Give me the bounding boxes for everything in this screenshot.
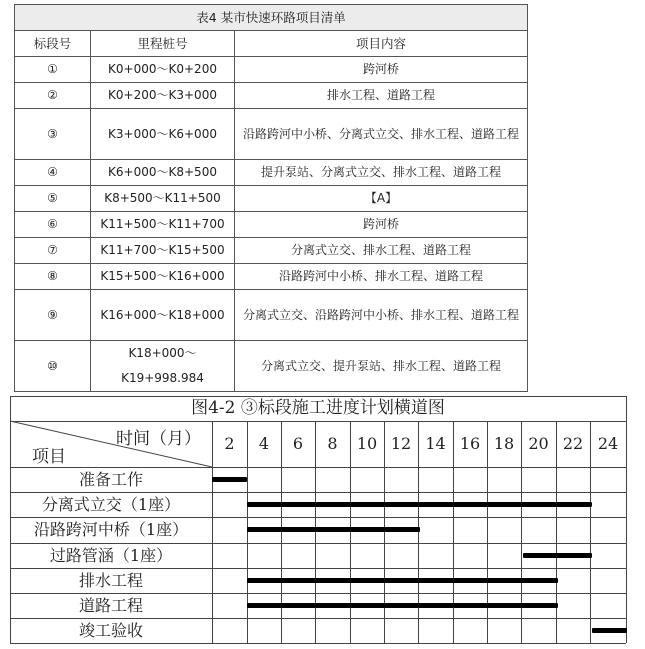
content: 跨河桥 bbox=[235, 212, 528, 238]
month-label: 8 bbox=[327, 434, 338, 453]
task-label: 分离式立交（1座） bbox=[41, 495, 181, 514]
section-no: ⑤ bbox=[15, 186, 91, 212]
gantt-title: 图4-2 ③标段施工进度计划横道图 bbox=[191, 398, 445, 418]
month-label: 16 bbox=[459, 434, 481, 453]
task-label: 过路管涵（1座） bbox=[49, 546, 173, 565]
month-label: 24 bbox=[597, 434, 619, 453]
month-label: 22 bbox=[562, 434, 584, 453]
header-time-label: 时间（月） bbox=[116, 429, 201, 449]
grid-line bbox=[626, 396, 627, 643]
section-no: ⑥ bbox=[15, 212, 91, 238]
task-bar bbox=[247, 578, 558, 583]
header-section-no: 标段号 bbox=[15, 31, 91, 57]
task-bar bbox=[212, 477, 247, 482]
mileage: K11+500～K11+700 bbox=[91, 212, 235, 238]
month-label: 10 bbox=[356, 434, 378, 453]
month-label: 18 bbox=[493, 434, 515, 453]
mileage: K18+000～K19+998.984 bbox=[91, 341, 235, 392]
month-label: 14 bbox=[425, 434, 446, 453]
content: 分离式立交、排水工程、道路工程 bbox=[235, 238, 528, 264]
section-no: ⑧ bbox=[15, 264, 91, 290]
content: 沿路跨河中小桥、排水工程、道路工程 bbox=[235, 264, 528, 290]
header-content: 项目内容 bbox=[235, 31, 528, 57]
mileage: K0+200～K3+000 bbox=[91, 83, 235, 109]
content: 提升泵站、分离式立交、排水工程、道路工程 bbox=[235, 160, 528, 186]
month-label: 20 bbox=[528, 434, 549, 453]
section-no: ③ bbox=[15, 109, 91, 160]
section-no: ② bbox=[15, 83, 91, 109]
month-label: 4 bbox=[258, 434, 270, 453]
section-no: ④ bbox=[15, 160, 91, 186]
mileage: K0+000～K0+200 bbox=[91, 57, 235, 83]
task-bar bbox=[247, 603, 558, 608]
month-label: 2 bbox=[224, 434, 235, 453]
task-bar bbox=[592, 628, 627, 633]
task-bar bbox=[247, 502, 592, 507]
task-label: 道路工程 bbox=[78, 596, 143, 615]
task-bar bbox=[247, 527, 420, 532]
month-label: 6 bbox=[292, 434, 304, 453]
content: 分离式立交、提升泵站、排水工程、道路工程 bbox=[235, 341, 528, 392]
task-label: 沿路跨河中桥（1座） bbox=[33, 520, 189, 539]
task-bar bbox=[523, 553, 592, 558]
header-mileage: 里程桩号 bbox=[91, 31, 235, 57]
month-label: 12 bbox=[390, 434, 412, 453]
mileage: K15+500～K16+000 bbox=[91, 264, 235, 290]
grid-line bbox=[10, 396, 626, 397]
table-caption: 表4 某市快速环路项目清单 bbox=[15, 5, 528, 31]
mileage: K3+000～K6+000 bbox=[91, 109, 235, 160]
content: 排水工程、道路工程 bbox=[235, 83, 528, 109]
content: 跨河桥 bbox=[235, 57, 528, 83]
content: 分离式立交、沿路跨河中小桥、排水工程、道路工程 bbox=[235, 290, 528, 341]
section-no: ① bbox=[15, 57, 91, 83]
mileage: K6+000～K8+500 bbox=[91, 160, 235, 186]
mileage: K16+000～K18+000 bbox=[91, 290, 235, 341]
task-label: 准备工作 bbox=[78, 470, 143, 489]
grid-line bbox=[10, 643, 626, 644]
content: 沿路跨河中小桥、分离式立交、排水工程、道路工程 bbox=[235, 109, 528, 160]
content: 【A】 bbox=[235, 186, 528, 212]
section-no: ⑨ bbox=[15, 290, 91, 341]
mileage: K8+500～K11+500 bbox=[91, 186, 235, 212]
section-no: ⑦ bbox=[15, 238, 91, 264]
task-label: 竣工验收 bbox=[78, 621, 143, 640]
mileage: K11+700～K15+500 bbox=[91, 238, 235, 264]
header-item-label: 项目 bbox=[32, 447, 66, 467]
task-label: 排水工程 bbox=[78, 571, 143, 590]
section-no: ⑩ bbox=[15, 341, 91, 392]
